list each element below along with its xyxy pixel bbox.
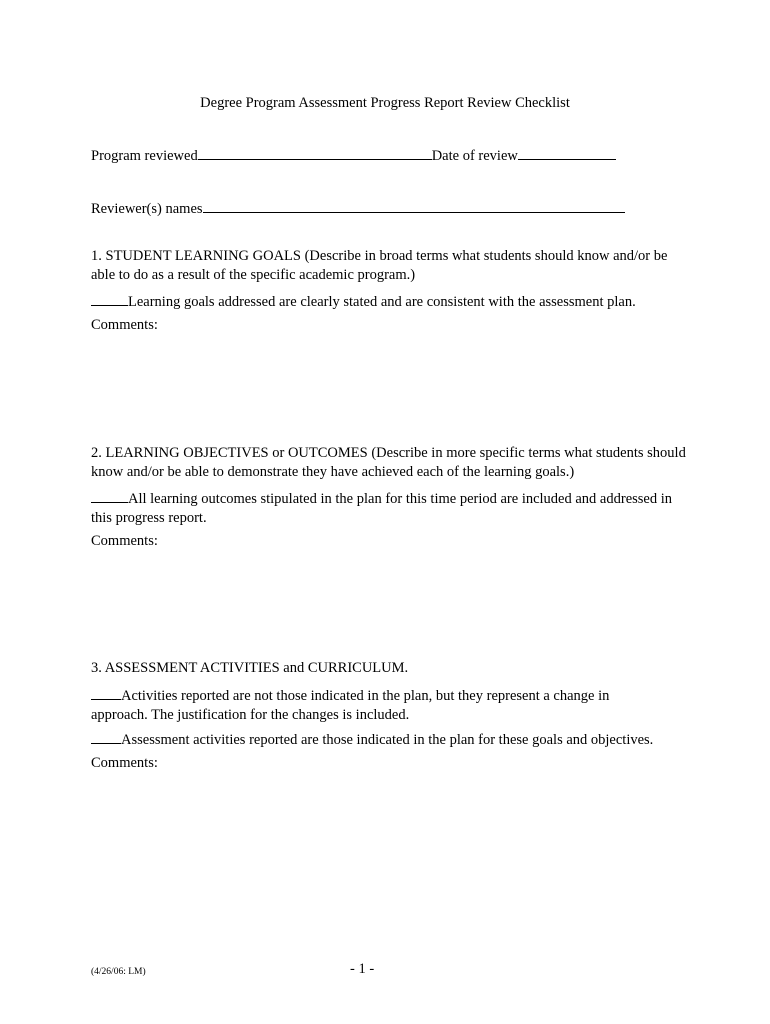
section2-comments-label: Comments: <box>91 533 158 549</box>
section3-check2-blank[interactable] <box>91 729 121 744</box>
section1-heading: 1. STUDENT LEARNING GOALS (Describe in broad terms what students should know and/or be able to do as a result of the specific academic program.) <box>91 248 668 283</box>
date-of-review-label: Date of review <box>431 148 518 164</box>
page-title: Degree Program Assessment Progress Report Review Checklist <box>200 95 570 111</box>
section1-check1 <box>91 291 636 312</box>
section3-check2-text: Assessment activities reported are those indicated in the plan for these goals and objectives. <box>121 732 654 748</box>
footer-date-code: (4/26/06: LM) <box>91 967 146 977</box>
program-reviewed-blank[interactable] <box>198 145 432 160</box>
section2-heading: 2. LEARNING OBJECTIVES or OUTCOMES (Describe in more specific terms what students should know and/or be able to demonstrate they have achieved each of the learning goals.) <box>91 445 686 480</box>
section1-comments-label: Comments: <box>91 317 158 333</box>
section3-check1-text: Activities reported are not those indicated in the plan, but they represent a change in approach. The justification for the changes is included. <box>91 688 610 723</box>
reviewers-row <box>91 198 625 219</box>
section2-check1-blank[interactable] <box>91 488 128 503</box>
program-row <box>91 145 616 166</box>
reviewers-label: Reviewer(s) names <box>91 201 203 217</box>
section3-check1-blank[interactable] <box>91 685 121 700</box>
section1-check1-text: Learning goals addressed are clearly stated and are consistent with the assessment plan. <box>128 294 636 310</box>
reviewers-blank[interactable] <box>203 198 625 213</box>
section3-check1 <box>91 685 651 725</box>
section2-check1-text: All learning outcomes stipulated in the plan for this time period are included and addressed in this progress report. <box>91 491 673 526</box>
section2-check1 <box>91 488 691 528</box>
date-of-review-blank[interactable] <box>518 145 616 160</box>
section1-check1-blank[interactable] <box>91 291 128 306</box>
footer-page-number: - 1 - <box>350 961 375 977</box>
program-reviewed-label: Program reviewed <box>91 148 198 164</box>
section3-heading: 3. ASSESSMENT ACTIVITIES and CURRICULUM. <box>91 660 409 676</box>
section3-comments-label: Comments: <box>91 755 158 771</box>
section3-check2 <box>91 729 653 750</box>
